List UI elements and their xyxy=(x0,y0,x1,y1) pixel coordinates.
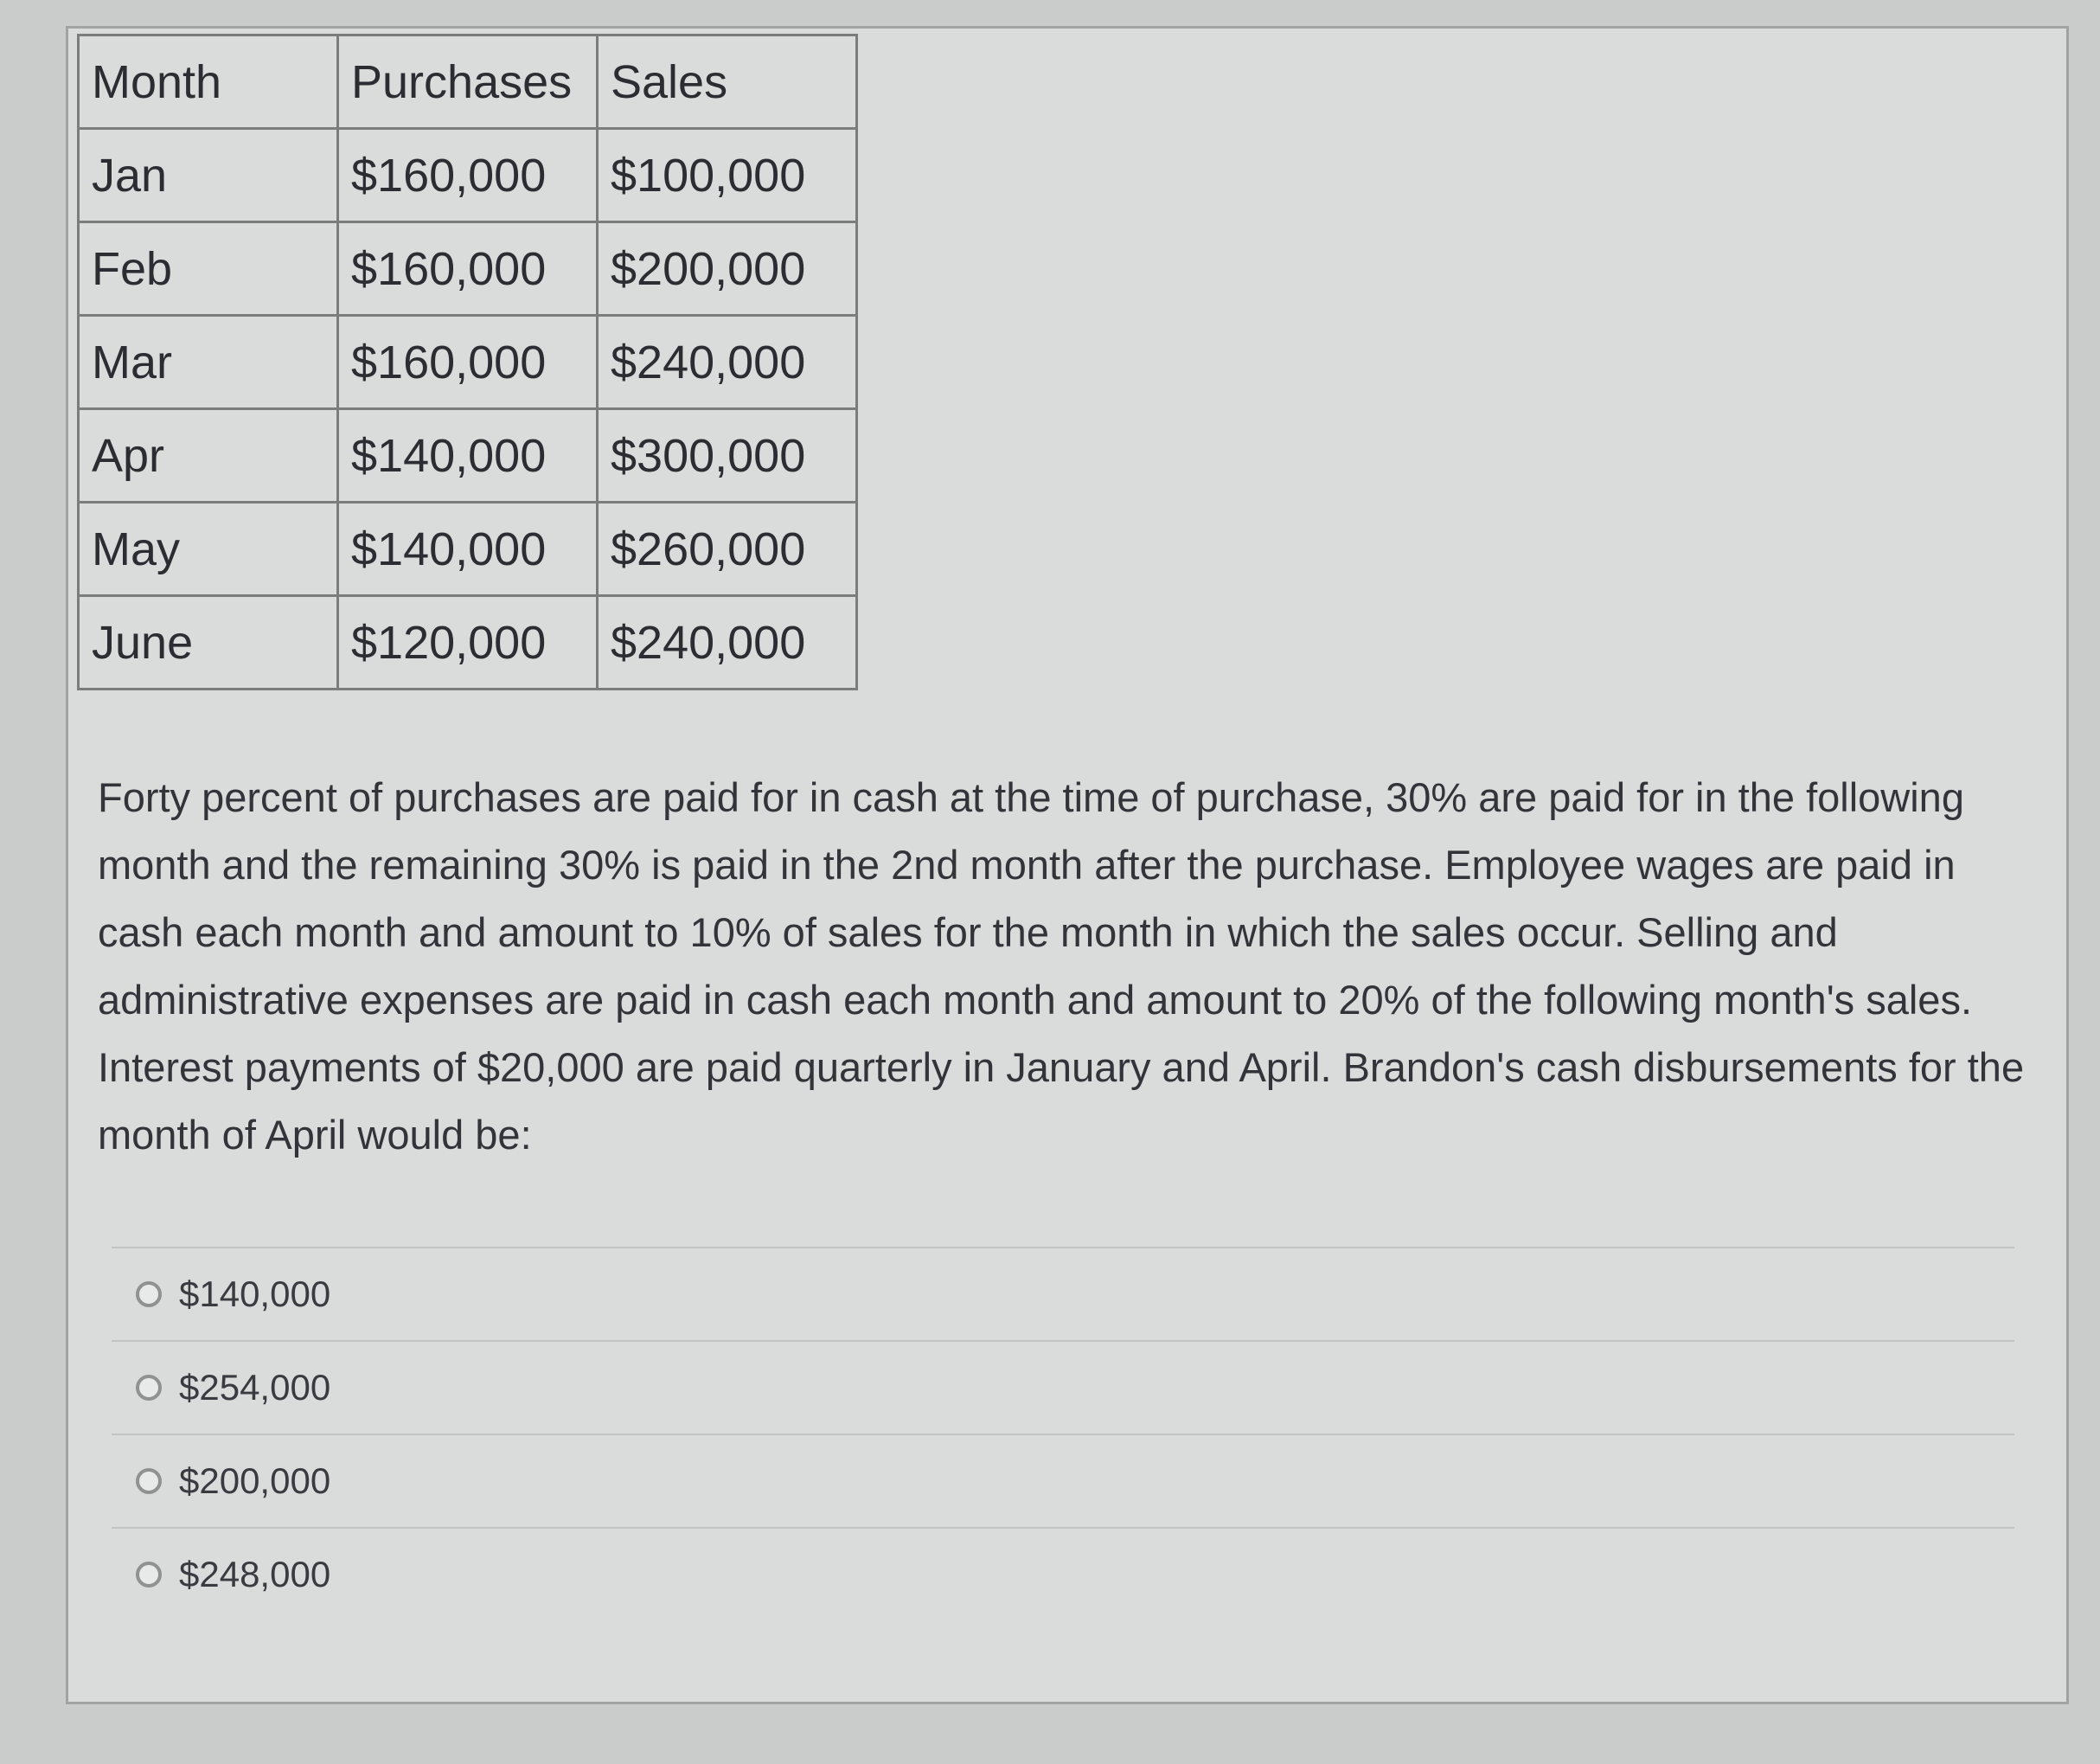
table-row xyxy=(79,503,857,596)
cell-purchases: $120,000 xyxy=(338,596,598,690)
cell-month: June xyxy=(79,596,338,690)
cell-sales: $240,000 xyxy=(598,316,857,409)
cell-month: Jan xyxy=(79,129,338,222)
radio-button-icon[interactable] xyxy=(136,1468,162,1494)
answer-option-b[interactable] xyxy=(112,1340,2014,1434)
answer-option-c[interactable] xyxy=(112,1434,2014,1527)
table-header-row xyxy=(79,35,857,129)
cell-sales: $300,000 xyxy=(598,409,857,503)
cell-month: Apr xyxy=(79,409,338,503)
cell-sales: $260,000 xyxy=(598,503,857,596)
cell-sales: $200,000 xyxy=(598,222,857,316)
cell-month: May xyxy=(79,503,338,596)
answer-options xyxy=(112,1247,2014,1620)
cell-purchases: $160,000 xyxy=(338,129,598,222)
question-text: Forty percent of purchases are paid for in cash at the time of purchase, 30% are paid for in the following month and the remaining 30% is paid in the 2nd month after the purchase. Employee wages are paid in cash each month and amount to 10% of sales for the month in which the sales occur. Selling and administrative expenses are paid in cash each month and amount to 20% of the following month's sales. Interest payments of $20,000 are paid quarterly in January and April. Brandon's cash disbursements for the month of April would be: xyxy=(98,774,2025,1158)
table-row xyxy=(79,409,857,503)
cell-purchases: $160,000 xyxy=(338,222,598,316)
cell-month: Mar xyxy=(79,316,338,409)
table-row xyxy=(79,129,857,222)
table-row xyxy=(79,596,857,690)
radio-button-icon[interactable] xyxy=(136,1375,162,1401)
cell-sales: $240,000 xyxy=(598,596,857,690)
header-purchases: Purchases xyxy=(338,35,598,129)
cell-purchases: $160,000 xyxy=(338,316,598,409)
answer-option-d[interactable] xyxy=(112,1527,2014,1620)
purchases-sales-table xyxy=(77,34,858,690)
table-row xyxy=(79,222,857,316)
question-panel xyxy=(66,26,2069,1704)
table-row xyxy=(79,316,857,409)
radio-button-icon[interactable] xyxy=(136,1281,162,1307)
header-month: Month xyxy=(79,35,338,129)
radio-button-icon[interactable] xyxy=(136,1562,162,1588)
answer-label[interactable]: $254,000 xyxy=(179,1367,331,1408)
cell-purchases: $140,000 xyxy=(338,503,598,596)
cell-month: Feb xyxy=(79,222,338,316)
header-sales: Sales xyxy=(598,35,857,129)
answer-label[interactable]: $140,000 xyxy=(179,1273,331,1314)
cell-purchases: $140,000 xyxy=(338,409,598,503)
answer-label[interactable]: $248,000 xyxy=(179,1554,331,1594)
answer-option-a[interactable] xyxy=(112,1247,2014,1340)
answer-label[interactable]: $200,000 xyxy=(179,1460,331,1501)
cell-sales: $100,000 xyxy=(598,129,857,222)
